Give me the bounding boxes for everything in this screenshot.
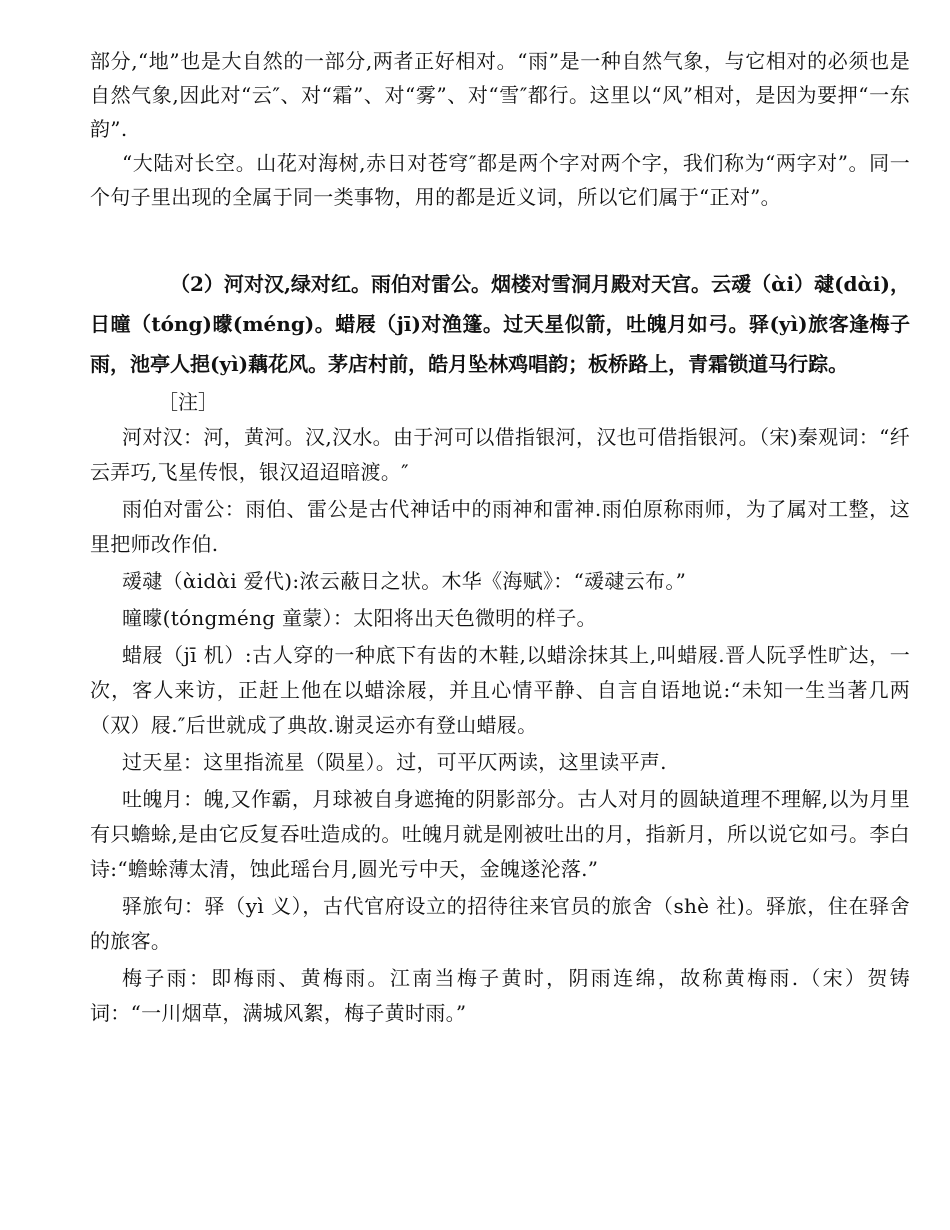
note-item: 蜡屐（jī 机）:古人穿的一种底下有齿的木鞋,以蜡涂抹其上,叫蜡屐.晋人阮孚性旷达，一次，客人来访，正赶上他在以蜡涂屐，并且心情平静、自言自语地说:“未知一生当著几两（双）屐.″后世就成了典故.谢灵运亦有登山蜡屐。 (90, 643, 910, 737)
intro-paragraph-2: “大陆对长空。山花对海树,赤日对苍穹″都是两个字对两个字，我们称为“两字对”。同一个句子里出现的全属于同一类事物，用的都是近义词，所以它们属于“正对”。 (90, 151, 910, 209)
note-item: 驿旅句：驿（yì 义），古代官府设立的招待往来官员的旅舍（shè 社)。驿旅，住在驿舍的旅客。 (90, 894, 910, 953)
note-item: 雨伯对雷公：雨伯、雷公是古代神话中的雨神和雷神.雨伯原称雨师，为了属对工整，这里把师改作伯. (90, 497, 910, 556)
note-item: 河对汉：河，黄河。汉,汉水。由于河可以借指银河，汉也可借指银河。（宋)秦观词：“纤云弄巧,飞星传恨，银汉迢迢暗渡。″ (90, 425, 910, 484)
note-item: 过天星：这里指流星（陨星）。过，可平仄两读，这里读平声. (122, 750, 667, 774)
note-item: 叆叇（ὰidὰi 爱代):浓云蔽日之状。木华《海赋》：“叆叇云布。” (122, 569, 687, 593)
document-page (90, 44, 910, 1031)
note-item: 梅子雨：即梅雨、黄梅雨。江南当梅子黄时，阴雨连绵，故称黄梅雨.（宋）贺铸词：“一川烟草，满城风絮，梅子黄时雨。” (90, 966, 910, 1025)
note-item: 吐魄月：魄,又作霸，月球被自身遮掩的阴影部分。古人对月的圆缺道理不理解,以为月里有只蟾蜍,是由它反复吞吐造成的。吐魄月就是刚被吐出的月，指新月，所以说它如弓。李白诗:“蟾蜍薄太清，蚀此瑶台月,圆光亏中天，金魄遂沦落.” (90, 787, 910, 881)
verse-paragraph: （2）河对汉,绿对红。雨伯对雷公。烟楼对雪洞月殿对天宫。云叆（ὰi）叇(dὰi)，日曈（tóng)曚(méng)。蜡屐（jī)对渔篷。过天星似箭，吐魄月如弓。驿(yì)旅客逢梅子雨，池亭人挹(yì)藕花风。茅店村前，皓月坠林鸡唱韵；板桥路上，青霜锁道马行踪。 (90, 272, 910, 376)
section-gap (90, 214, 910, 264)
notes-heading: ［注］ (158, 390, 218, 414)
intro-paragraph-1: 部分,“地”也是大自然的一部分,两者正好相对。“雨”是一种自然气象，与它相对的必须也是自然气象,因此对“云″、对“霜”、对“雾”、对“雪″都行。这里以“风”相对，是因为要押“一东韵”. (90, 49, 910, 141)
note-item: 曈曚(tóngméng 童蒙）：太阳将出天色微明的样子。 (122, 606, 597, 630)
